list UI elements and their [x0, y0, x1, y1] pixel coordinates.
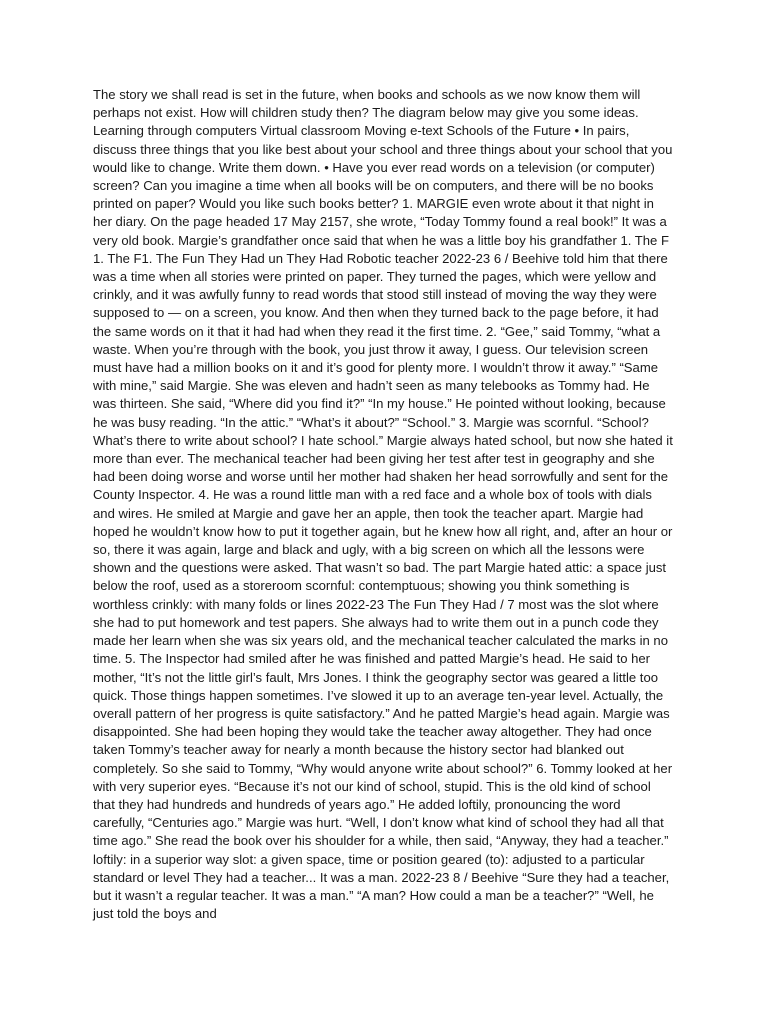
body-paragraph: The story we shall read is set in the future, when books and schools as we now know them will perhaps not exist. How will children study then? The diagram below may give you some ideas. Learning through computers Virtual classroom Moving e-text Schools of the Future • In pairs, discuss three things that you like best about your school and three things about your school that you would like to change. Write them down. • Have you ever read words on a television (or computer) screen? Can you imagine a time when all books will be on computers, and there will be no books printed on paper? Would you like such books better? 1. MARGIE even wrote about it that night in her diary. On the page headed 17 May 2157, she wrote, “Today Tommy found a real book!” It was a very old book. Margie’s grandfather once said that when he was a little boy his grandfather 1. The F 1. The F1. The Fun They Had un They Had Robotic teacher 2022-23 6 / Beehive told him that there was a time when all stories were printed on paper. They turned the pages, which were yellow and crinkly, and it was awfully funny to read words that stood still instead of moving the way they were supposed to — on a screen, you know. And then when they turned back to the page before, it had the same words on it that it had had when they read it the first time. 2. “Gee,” said Tommy, “what a waste. When you’re through with the book, you just throw it away, I guess. Our television screen must have had a million books on it and it’s good for plenty more. I wouldn’t throw it away.” “Same with mine,” said Margie. She was eleven and hadn’t seen as many telebooks as Tommy had. He was thirteen. She said, “Where did you find it?” “In my house.” He pointed without looking, because he was busy reading. “In the attic.” “What’s it about?” “School.” 3. Margie was scornful. “School? What’s there to write about school? I hate school.” Margie always hated school, but now she hated it more than ever. The mechanical teacher had been giving her test after test in geography and she had been doing worse and worse until her mother had shaken her head sorrowfully and sent for the County Inspector. 4. He was a round little man with a red face and a whole box of tools with dials and wires. He smiled at Margie and gave her an apple, then took the teacher apart. Margie had hoped he wouldn’t know how to put it together again, but he knew how all right, and, after an hour or so, there it was again, large and black and ugly, with a big screen on which all the lessons were shown and the questions were asked. That wasn’t so bad. The part Margie hated attic: a space just below the roof, used as a storeroom scornful: contemptuous; showing you think something is worthless crinkly: with many folds or lines 2022-23 The Fun They Had / 7 most was the slot where she had to put homework and test papers. She always had to write them out in a punch code they made her learn when she was six years old, and the mechanical teacher calculated the marks in no time. 5. The Inspector had smiled after he was finished and patted Margie’s head. He said to her mother, “It’s not the little girl’s fault, Mrs Jones. I think the geography sector was geared a little too quick. Those things happen sometimes. I’ve slowed it up to an average ten-year level. Actually, the overall pattern of her progress is quite satisfactory.” And he patted Margie’s head again. Margie was disappointed. She had been hoping they would take the teacher away altogether. They had once taken Tommy’s teacher away for nearly a month because the history sector had blanked out completely. So she said to Tommy, “Why would anyone write about school?” 6. Tommy looked at her with very superior eyes. “Because it’s not our kind of school, stupid. This is the old kind of school that they had hundreds and hundreds of years ago.” He added loftily, pronouncing the word carefully, “Centuries ago.” Margie was hurt. “Well, I don’t know what kind of school they had all that time ago.” She read the book over his shoulder for a while, then said, “Anyway, they had a teacher.” loftily: in a superior way slot: a given space, time or position geared (to): adjusted to a particular standard or level They had a teacher... It was a man. 2022-23 8 / Beehive “Sure they had a teacher, but it wasn’t a regular teacher. It was a man.” “A man? How could a man be a teacher?” “Well, he just told the boys and — [93, 87, 673, 922]
